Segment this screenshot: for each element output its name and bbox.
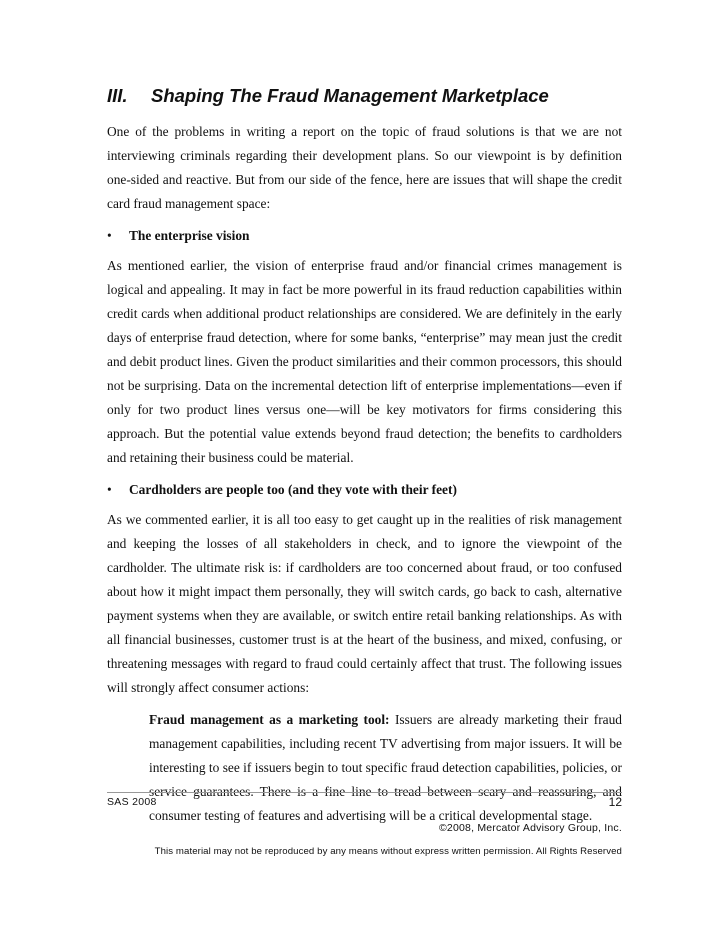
bullet-heading-cardholders [107,478,622,502]
bullet-heading-enterprise-vision [107,224,622,248]
bullet-heading-text: Cardholders are people too (and they vote with their feet) [129,482,457,497]
enterprise-vision-paragraph: As mentioned earlier, the vision of enterprise fraud and/or financial crimes management is logical and appealing. It may in fact be more powerful in its fraud reduction capabilities within credit cards when additional product relationships are considered. We are definitely in the early days of enterprise fraud detection, where for some banks, “enterprise” may mean just the credit and debit product lines. Given the product similarities and their common processors, this should not be surprising. Data on the incremental detection lift of enterprise implementations—even if only for two product lines versus one—will be key motivators for firms considering this approach. But the potential value extends beyond fraud detection; the benefits to cardholders and retaining their business could be material. [107,258,622,465]
page-number: 12 [608,795,622,809]
disclaimer-notice: This material may not be reproduced by any means without express written permission. All Rights Reserved [154,846,622,857]
bullet-heading-text: The enterprise vision [129,228,250,243]
intro-paragraph: One of the problems in writing a report on the topic of fraud solutions is that we are not interviewing criminals regarding their development plans. So our viewpoint is by definition one-sided and reactive. But from our side of the fence, here are issues that will shape the credit card fraud management space: [107,124,622,211]
section-number: III. [107,85,128,106]
marketing-tool-lead: Fraud management as a marketing tool: [149,712,390,727]
marketing-tool-item [149,708,622,828]
bullet-marker: • [107,228,112,243]
marketing-tool-text: Issuers are already marketing their fraud management capabilities, including recent TV advertising from major issuers. It will be interesting to see if issuers begin to tout specific fraud detection capabilities, policies, or service guarantees. There is a fine line to tread between scary and reassuring, and consumer testing of features and advertising will be a critical developmental stage. [149,712,622,823]
page-content [107,84,622,836]
bullet-marker: • [107,482,112,497]
footer-report-name: SAS 2008 [107,796,157,808]
section-title: Shaping The Fraud Management Marketplace [151,85,549,106]
cardholders-paragraph: As we commented earlier, it is all too easy to get caught up in the realities of risk management and keeping the losses of all stakeholders in check, and to ignore the viewpoint of the cardholder. The ultimate risk is: if cardholders are too concerned about fraud, or too confused about how it might impact them personally, they will switch cards, go back to cash, alternative payment systems when they are available, or switch entire retail banking relationships. As with all financial businesses, customer trust is at the heart of the business, and mixed, confusing, or threatening messages with regard to fraud could certainly affect that trust. The following issues will strongly affect consumer actions: [107,512,622,695]
footer-bar [107,792,622,809]
section-heading [107,84,622,108]
copyright-notice: ©2008, Mercator Advisory Group, Inc. [438,822,622,834]
